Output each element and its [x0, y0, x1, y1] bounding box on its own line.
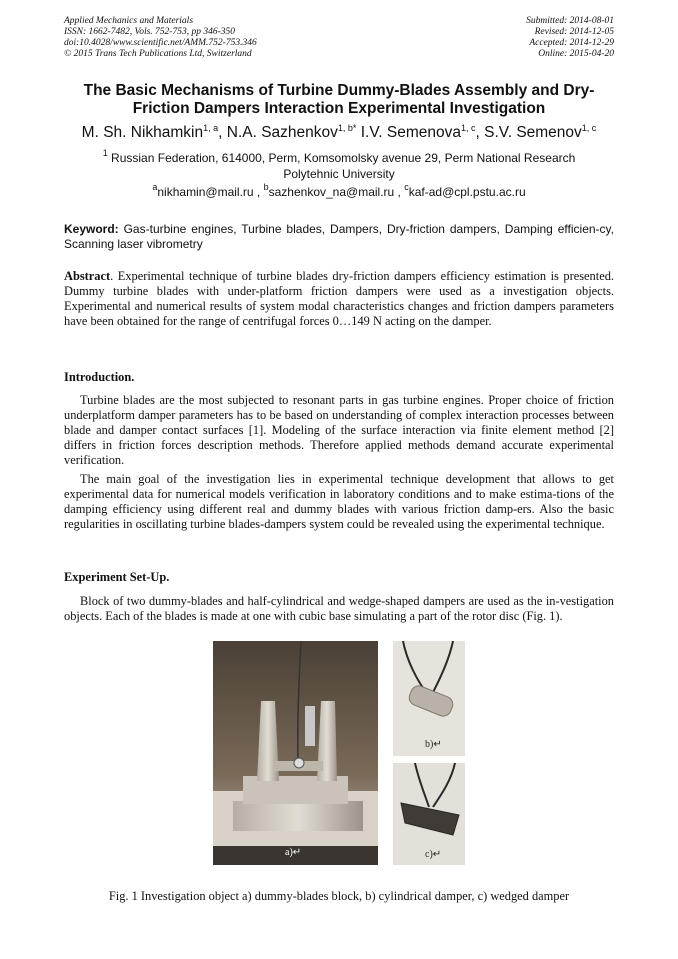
journal-info-line: doi:10.4028/www.scientific.net/AMM.752-753.346 — [64, 38, 257, 48]
email-link[interactable]: sazhenkov_na@mail.ru — [268, 185, 395, 199]
photo-cylindrical-damper — [393, 641, 465, 756]
email-sep: , — [253, 185, 264, 199]
photo-dummy-blades-block — [213, 641, 378, 865]
photo-label-b: b)↵ — [425, 739, 442, 750]
email-link[interactable]: nikhamin@mail.ru — [157, 185, 254, 199]
email-sup: a — [152, 182, 158, 192]
paper-title — [40, 82, 638, 118]
keywords-label: Keyword: — [64, 222, 119, 236]
affiliation-text: Russian Federation, 614000, Perm, Komsomolsky avenue 29, Perm National Research Polytehnic University — [107, 151, 576, 181]
abstract — [64, 269, 614, 329]
section-heading-introduction: Introduction. — [64, 370, 135, 384]
abstract-text: . Experimental technique of turbine blades dry-friction dampers efficiency estimation is presented. Dummy turbine blades with under-platform friction dampers were used as a investigation objects. Experimental and numerical results of system modal characteristics changes and friction dampers parameters have been obtained for the range of centrifugal forces 0…149 N acting on the damper. — [64, 269, 614, 328]
journal-info — [64, 16, 257, 60]
section-heading-experiment-setup: Experiment Set-Up. — [64, 570, 170, 584]
submission-date-line: Submitted: 2014-08-01 — [526, 16, 614, 26]
journal-info-line: ISSN: 1662-7482, Vols. 752-753, pp 346-350 — [64, 27, 235, 37]
journal-info-line: © 2015 Trans Tech Publications Ltd, Switzerland — [64, 49, 252, 59]
journal-info-line: Applied Mechanics and Materials — [64, 16, 194, 26]
intro-paragraph: Turbine blades are the most subjected to resonant parts in gas turbine engines. Proper choice of friction underplatform damper parameters has to be based on understanding of complex interaction processes between blade and damper contact surfaces [1]. Modeling of the surface interaction via finite element method [2] differs in friction forces description methods. Therefore applied methods demand accurate experimental verification. — [64, 393, 614, 467]
author-sup: 1, b* — [337, 123, 357, 133]
author-name: I.V. Semenova — [360, 124, 461, 141]
setup-paragraph: Block of two dummy-blades and half-cylindrical and wedge-shaped dampers are used as the in-vestigation objects. Each of the blades is made at one with cubic base simulating a part of the rotor disc (Fig. 1). — [64, 594, 614, 623]
abstract-label: Abstract — [64, 269, 111, 283]
submission-date-line: Accepted: 2014-12-29 — [529, 38, 614, 48]
email-sup: b — [263, 182, 269, 192]
title-line: The Basic Mechanisms of Turbine Dummy-Blades Assembly and Dry- — [83, 82, 595, 99]
author-name: N.A. Sazhenkov — [226, 124, 338, 141]
affiliation — [80, 150, 598, 182]
photo-label-a: a)↵ — [285, 847, 302, 858]
author-name: M. Sh. Nikhamkin — [81, 124, 204, 141]
intro-paragraph: The main goal of the investigation lies in experimental technique development that allows to get experimental data for numerical models verification in laboratory conditions and to make estima-tions of the damping efficiency using different real and dummy blades with various friction damp-ers. Also the basic regularities in oscillating turbine blades-dampers system could be revealed using the experimental technique. — [64, 472, 614, 531]
title-line: Friction Dampers Interaction Experimental Investigation — [132, 100, 546, 117]
submission-date-line: Revised: 2014-12-05 — [534, 27, 614, 37]
affiliation-sup: 1 — [102, 148, 108, 158]
email-sep: , — [394, 185, 405, 199]
keywords-text: Gas-turbine engines, Turbine blades, Dampers, Dry-friction dampers, Damping efficien-cy, Scanning laser vibrometry — [64, 222, 614, 251]
photo-label-c: c)↵ — [425, 849, 442, 860]
submission-date-line: Online: 2015-04-20 — [538, 49, 614, 59]
keywords — [64, 222, 614, 252]
email-list — [40, 182, 638, 199]
author-name: S.V. Semenov — [484, 124, 582, 141]
photo-wedged-damper — [393, 763, 465, 865]
author-sup: 1, a — [203, 123, 219, 133]
email-sup: c — [404, 182, 409, 192]
dummy-blades-photo-image — [213, 641, 378, 865]
author-sup: 1, c — [581, 123, 597, 133]
submission-dates — [526, 16, 614, 60]
email-link[interactable]: kaf-ad@cpl.pstu.ac.ru — [408, 185, 526, 199]
author-sup: 1, c — [461, 123, 476, 133]
figure-caption: Fig. 1 Investigation object a) dummy-blades block, b) cylindrical damper, c) wedged damper — [108, 889, 570, 903]
author-sep: , — [218, 124, 227, 141]
author-sep: , — [475, 124, 485, 141]
author-list — [40, 124, 638, 142]
